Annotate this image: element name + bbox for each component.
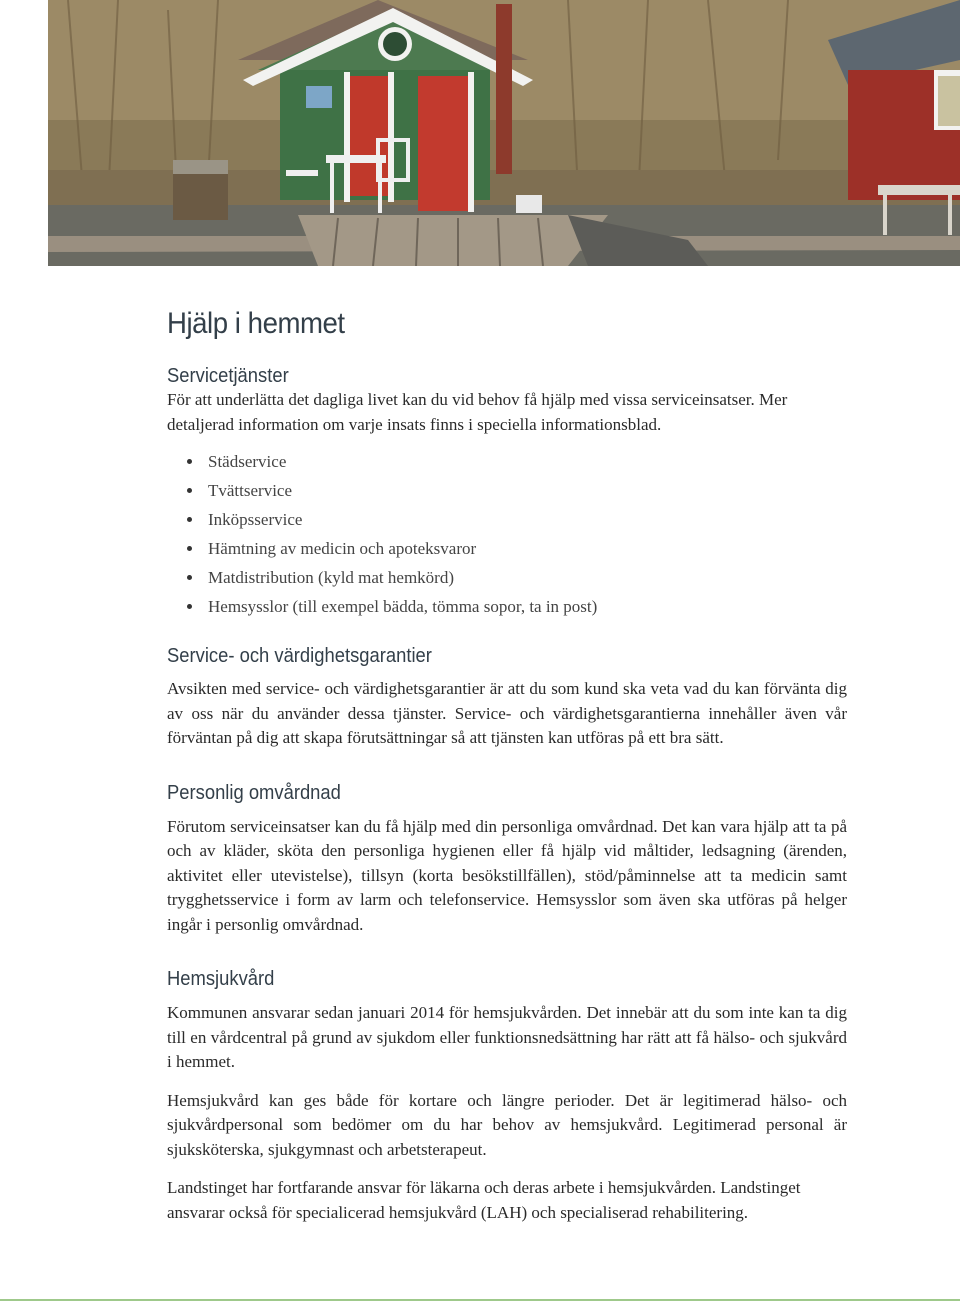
list-item: Hemsysslor (till exempel bädda, tömma sopor, ta in post) <box>187 592 847 621</box>
section-heading: Service- och värdighetsgarantier <box>167 645 432 667</box>
section-text: Kommunen ansvarar sedan januari 2014 för hemsjukvården. Det innebär att du som inte kan ta dig till en vårdcentral på grund av sjukdom eller funktionsnedsättning har rätt att få hälso- och sjukvård i hemmet. <box>167 1003 847 1071</box>
section-text: Hemsjukvård kan ges både för kortare och längre perioder. Det är legitimerad hälso- och sjukvårdpersonal som bedömer om du har behov av hemsjukvård. Legitimerad personal är sjuksköterska, sjukgymnast och arbetsterapeut. <box>167 1090 847 1159</box>
section-heading: Hemsjukvård <box>167 968 275 990</box>
cottage-photo-illustration <box>48 0 960 266</box>
hero-photo <box>48 0 960 266</box>
section-garantier <box>167 644 847 751</box>
list-item: Tvättservice <box>187 476 847 505</box>
page-title: Hjälp i hemmet <box>167 307 345 340</box>
section-text: Förutom serviceinsatser kan du få hjälp med din personliga omvårdnad. Det kan vara hjälp att ta på och av kläder, sköta den personliga hygienen eller få hjälp vid måltider, ledsagning (ärenden, aktivitet eller utevistelse), tillsyn (korta besökstillfällen), stöd/påminnelse att ta medicin samt trygghetsservice i form av larm och telefonservice. Hemsysslor som även ska utföras på helger ingår i personlig omvårdnad. <box>167 816 847 934</box>
section-text: Avsikten med service- och värdighetsgarantier är att du som kund ska veta vad du kan förvänta dig av oss när du använder dessa tjänster. Service- och värdighetsgarantierna innehåller även vår förväntan på dig att skapa förutsättningar så att tjänsten kan utföras på ett bra sätt. <box>167 679 847 747</box>
section-heading: Servicetjänster <box>167 365 289 387</box>
main-content <box>167 307 847 1225</box>
list-item: Städservice <box>187 447 847 476</box>
list-item: Matdistribution (kyld mat hemkörd) <box>187 563 847 592</box>
section-heading: Personlig omvårdnad <box>167 781 341 804</box>
section-text: Landstinget har fortfarande ansvar för läkarna och deras arbete i hemsjukvården. Landstinget ansvarar också för specialicerad hemsjukvård (LAH) och specialiserad rehabilitering. <box>167 1178 801 1222</box>
list-item: Hämtning av medicin och apoteksvaror <box>187 534 847 563</box>
section-hemsjukvard <box>167 967 847 1225</box>
section-intro: För att underlätta det dagliga livet kan du vid behov få hjälp med vissa serviceinsatser. Mer detaljerad information om varje insats finns i speciella informationsblad. <box>167 390 788 434</box>
section-servicetjanster <box>167 364 847 621</box>
service-list <box>167 447 847 621</box>
footer-divider <box>0 1299 960 1301</box>
list-item: Inköpsservice <box>187 505 847 534</box>
section-omvardnad <box>167 781 847 938</box>
